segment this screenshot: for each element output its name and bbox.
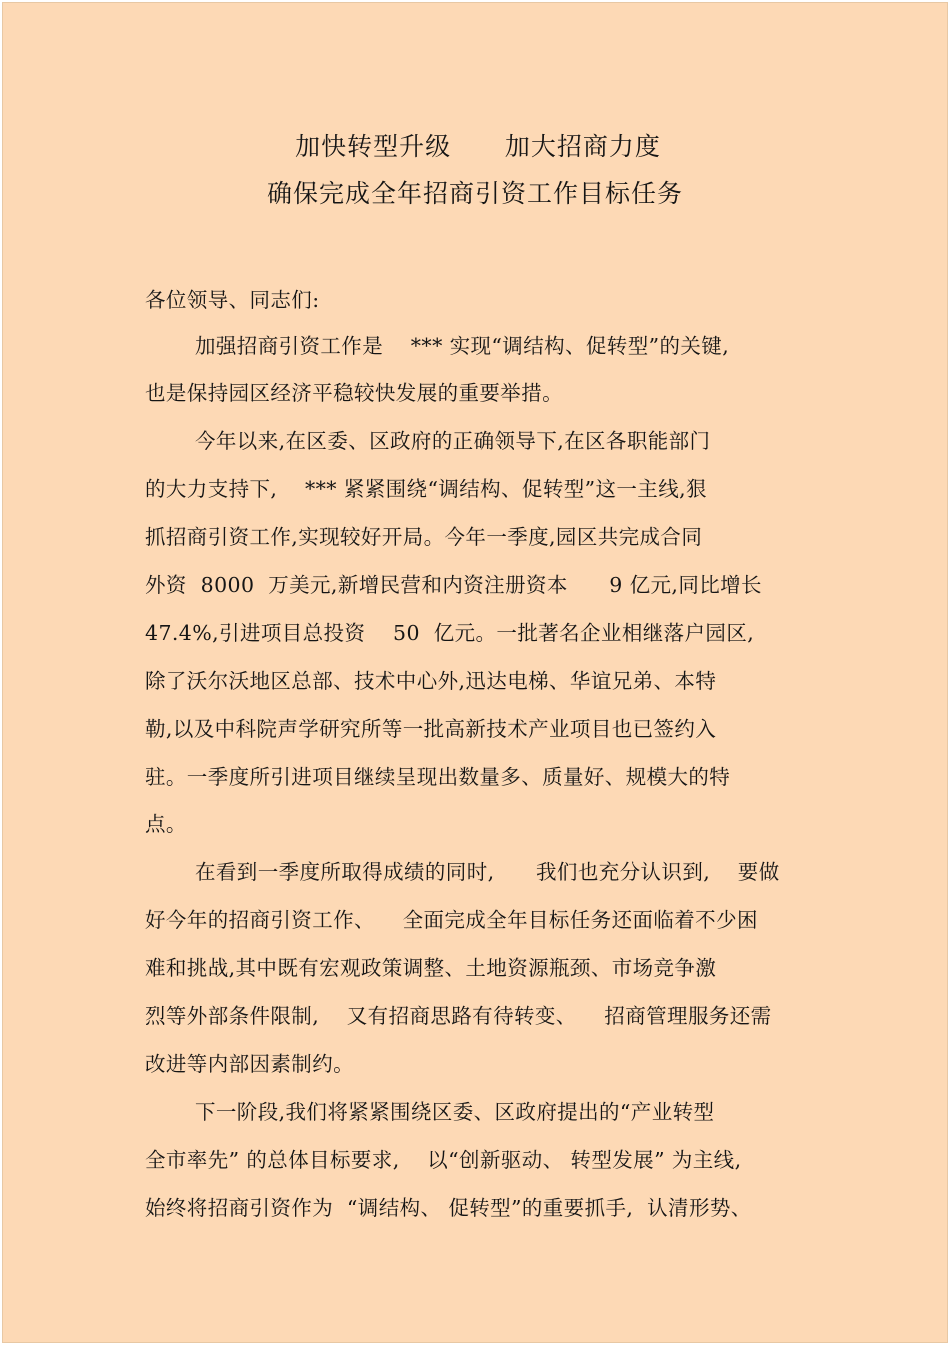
body-line: 在看到一季度所取得成绩的同时, 我们也充分认识到, 要做 [195,860,780,884]
title-line-2: 确保完成全年招商引资工作目标任务 [266,179,683,208]
body-line: 始终将招商引资作为 “调结构、 促转型”的重要抓手, 认清形势、 [145,1196,752,1220]
body-line: 外资 8000 万美元,新增民营和内资注册资本 9 亿元,同比增长 [145,573,762,597]
body-line: 点。 [145,812,187,836]
body-line: 也是保持园区经济平稳较快发展的重要举措。 [145,381,563,405]
body-line: 勒,以及中科院声学研究所等一批高新技术产业项目也已签约入 [145,717,717,741]
body-line: 全市率先” 的总体目标要求, 以“创新驱动、 转型发展” 为主线, [145,1148,742,1172]
body-line: 改进等内部因素制约。 [145,1052,354,1076]
body-line: 烈等外部条件限制, 又有招商思路有待转变、 招商管理服务还需 [145,1004,772,1028]
body-line: 各位领导、同志们: [145,288,320,312]
body-line: 好今年的招商引资工作、 全面完成全年目标任务还面临着不少困 [145,908,758,932]
body-line: 今年以来,在区委、区政府的正确领导下,在区各职能部门 [195,429,711,453]
body-line: 难和挑战,其中既有宏观政策调整、土地资源瓶颈、市场竞争激 [145,956,717,980]
body-line: 驻。一季度所引进项目继续呈现出数量多、质量好、规模大的特 [145,765,731,789]
body-line: 抓招商引资工作,实现较好开局。今年一季度,园区共完成合同 [145,525,703,549]
title-line-1: 加快转型升级 加大招商力度 [295,132,661,161]
document-page [2,2,948,1343]
body-line: 47.4%,引进项目总投资 50 亿元。一批著名企业相继落户园区, [145,621,755,645]
body-line: 的大力支持下, *** 紧紧围绕“调结构、促转型”这一主线,狠 [145,477,707,501]
body-line: 除了沃尔沃地区总部、技术中心外,迅达电梯、华谊兄弟、本特 [145,669,717,693]
body-line: 加强招商引资工作是 *** 实现“调结构、促转型”的关键, [195,334,730,358]
body-line: 下一阶段,我们将紧紧围绕区委、区政府提出的“产业转型 [195,1100,715,1124]
